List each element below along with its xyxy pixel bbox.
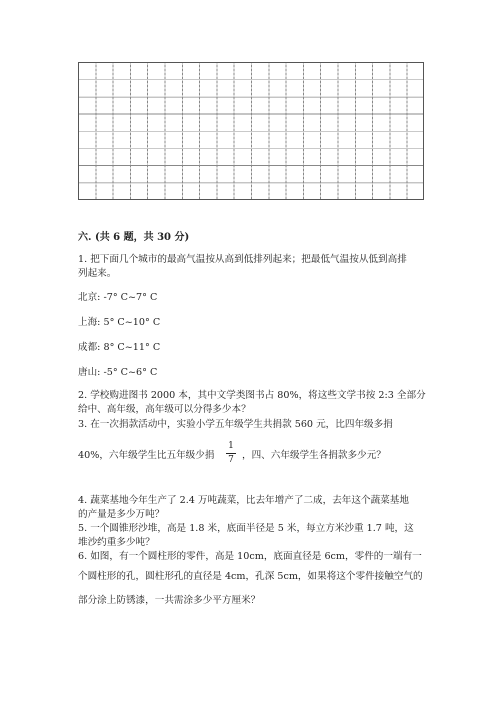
q6-line2: 个圆柱形的孔，圆柱形孔的直径是 4cm，孔深 5cm，如果将这个零件接触空气的: [78, 571, 423, 582]
q2-line1: 2. 学校购进图书 2000 本，其中文学类图书占 80%，将这些文学书按 2:3 全部分: [78, 390, 426, 401]
q6-line3: 部分涂上防锈漆，一共需涂多少平方厘米？: [78, 595, 261, 606]
grid-dash-overlay: [79, 63, 423, 199]
q3-line2-part2: ，四、六年级学生各捐款多少元？: [242, 450, 386, 461]
q5-line1: 5. 一个圆锥形沙堆，高是 1.8 米，底面半径是 5 米，每立方米沙重 1.7 吨，这: [78, 523, 414, 534]
q1-line2: 列起来。: [78, 268, 117, 279]
city-beijing: 北京: -7° C~7° C: [78, 292, 158, 303]
answer-grid: [78, 62, 424, 200]
q2-line2: 给中、高年级，高年级可以分得多少本？: [78, 404, 251, 415]
city-tangshan: 唐山: -5° C~6° C: [78, 367, 158, 378]
city-shanghai: 上海: 5° C~10° C: [78, 317, 161, 328]
section-heading: 六. (共 6 题，共 30 分): [78, 232, 190, 243]
q6-line1: 6. 如图，有一个圆柱形的零件，高是 10cm，底面直径是 6cm，零件的一端有一: [78, 551, 422, 562]
city-chengdu: 成都: 8° C~11° C: [78, 342, 161, 353]
q3-fraction-bar: [226, 453, 236, 454]
q3-fraction-numerator: 1: [228, 441, 234, 451]
q3-line1: 3. 在一次捐款活动中，实验小学五年级学生共捐款 560 元，比四年级多捐: [78, 419, 393, 430]
q3-fraction: [226, 441, 236, 466]
q4-line2: 的产量是多少万吨？: [78, 509, 165, 520]
q5-line2: 堆沙约重多少吨？: [78, 537, 155, 548]
q1-line1: 1. 把下面几个城市的最高气温按从高到低排列起来；把最低气温按从低到高排: [78, 254, 407, 265]
q3-line2-part1: 40%，六年级学生比五年级少捐: [78, 450, 215, 461]
q3-fraction-denominator: 7: [228, 455, 234, 465]
q4-line1: 4. 蔬菜基地今年生产了 2.4 万吨蔬菜，比去年增产了二成，去年这个蔬菜基地: [78, 495, 409, 506]
